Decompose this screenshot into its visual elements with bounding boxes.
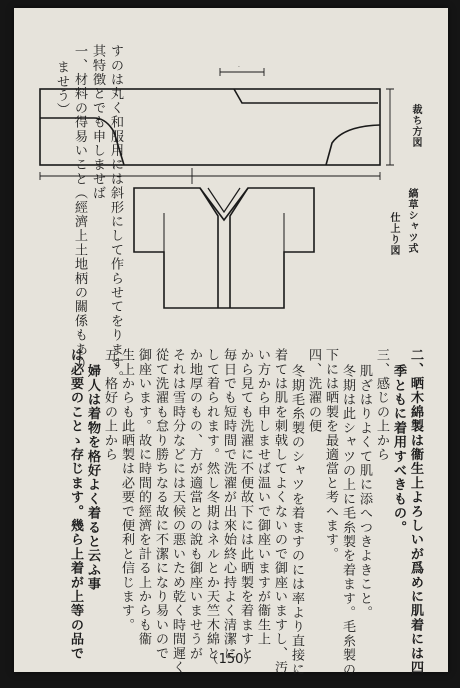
lower-text-col-12: 毎日でも短時間で洗濯が出來始終心持よく清潔に [221,348,236,661]
lower-text-col-10: い方から申しませば温いで御座いますが衞生上 [255,348,270,647]
lower-text-col-3: 三、感じの上から [374,348,389,462]
upper-text-col-4: ませう） [54,60,69,117]
lower-text-col-7: 四、洗濯の便 [306,348,321,434]
lower-text-col-16: 從て洗濯も怠り勝ちなる故に不潔になり易いので [153,348,168,661]
lower-text-col-8: 冬期毛糸製のシャツを着ますのには率より直接に [289,364,304,677]
upper-text-col-2: 其特徴とでも申しませば [90,44,105,201]
armhole-cut-right [326,125,380,165]
lower-text-col-20: 婦人は着物を格好よく着ると云ふ事 [85,364,100,592]
placket-right [230,188,248,308]
lower-text-col-4: 肌ざはりよくて肌に添へつきよきこと。 [357,364,372,620]
lower-text-col-11: から見ても洗濯に不便故下には此晒製を着ますと [238,348,253,661]
lower-text-col-18: 生上からも此晒製は必要で便利と信じます。 [119,348,134,632]
lower-text-col-9: 着ては肌を刺戟してよくないので御座いますし、汚 [272,348,287,675]
lower-text-col-19: 五、格好の上から [102,348,117,462]
lower-text-col-13: して着られます。然し冬期はネルとか天竺木綿と [204,348,219,661]
finished-diagram-label: 仕上り図 [388,212,399,256]
lower-text-col-1: 二、晒木綿製は衞生上よろしいが爲めに肌着には四 [408,348,423,675]
lower-text-col-21: は必要のことゝ存じます。幾ら上着が上等の品で [68,348,83,661]
lower-text-col-15: それは雪時分などには天候の悪いため乾く時間遲く [170,348,185,675]
lower-text-col-6: 下には晒製を最適當と考へます。 [323,348,338,561]
shoulder-cut-line [234,89,378,103]
shirt-style-label: 縞草シャツ式 [406,188,417,254]
book-page [14,8,448,677]
svg-text:·: · [238,64,240,71]
upper-text-col-1: すのは丸く和服用には斜形にして作らせてをります。 [108,44,123,385]
lower-text-col-17: 御座います。故に時間的經濟を計る上からも衞 [136,348,151,647]
cutting-diagram-label: 裁ち方図 [410,104,421,148]
placket-left [200,188,218,308]
lower-text-col-14: か地厚のもの、方が適當との說も御座いませうが [187,348,202,661]
page-number: （150） [205,652,257,667]
finished-shirt-outline [134,188,314,308]
lower-text-col-2: 季ともに着用すべきもの。 [391,364,406,535]
lower-text-col-5: 冬期は此シャツの上に毛糸製を着ます。毛糸製の [340,364,355,677]
upper-text-col-3: 一、材料の得易いこと（經濟上土地柄の關係もあり [72,44,87,371]
